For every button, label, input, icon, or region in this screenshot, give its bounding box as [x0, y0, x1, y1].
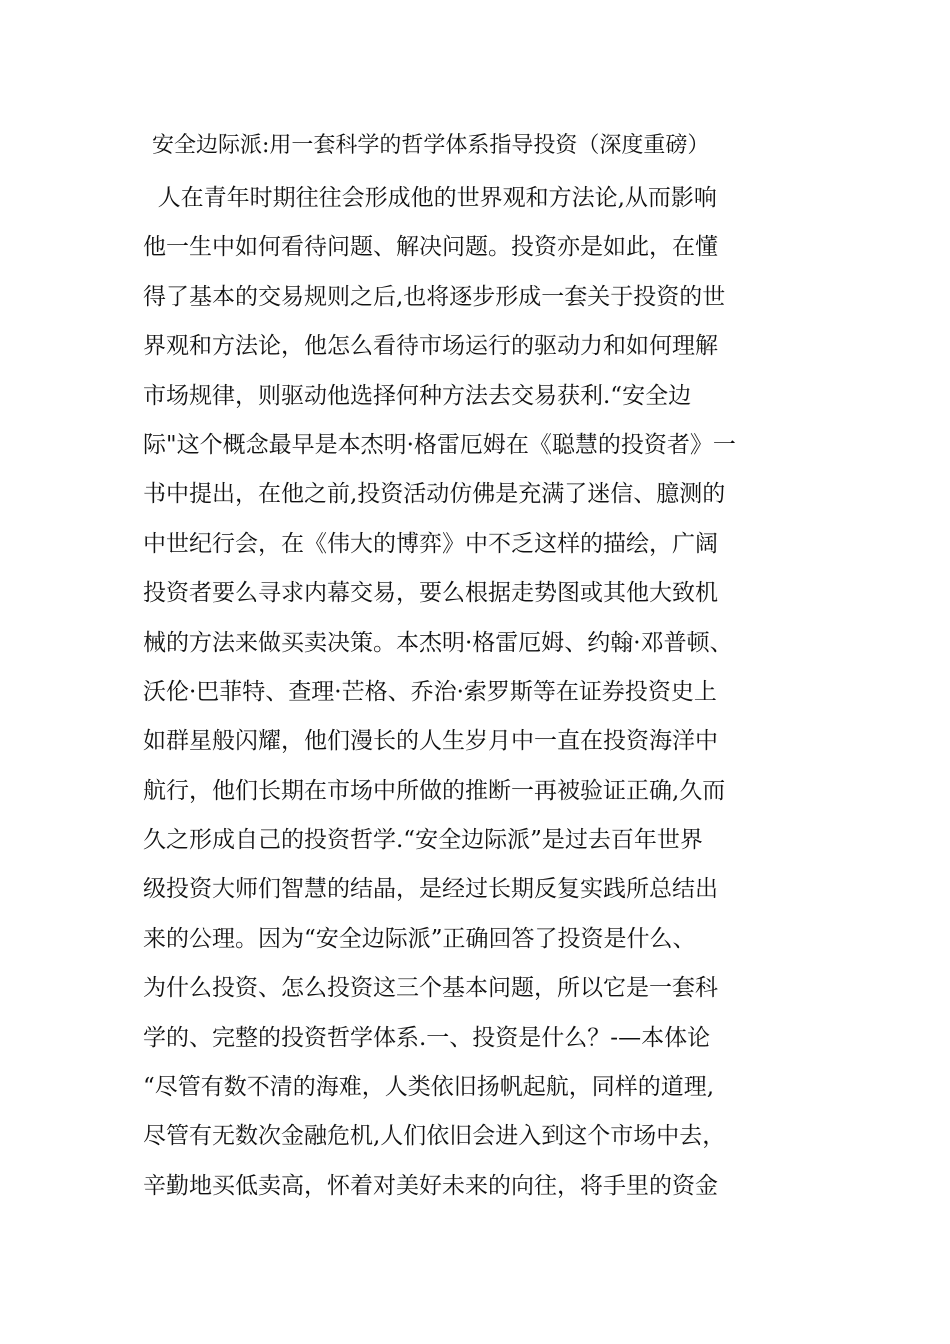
body-line-13: 航行，他们长期在市场中所做的推断一再被验证正确,久而	[143, 777, 726, 804]
body-line-20: 尽管有无数次金融危机,人们依旧会进入到这个市场中去，	[143, 1123, 726, 1150]
body-line-8: 中世纪行会，在《伟大的博弈》中不乏这样的描绘，广阔	[143, 530, 718, 557]
body-line-11: 沃伦·巴菲特、查理·芒格、乔治·索罗斯等在证券投资史上	[143, 678, 717, 705]
body-line-7: 书中提出，在他之前,投资活动仿佛是充满了迷信、臆测的	[143, 481, 726, 508]
body-line-1: 人在青年时期往往会形成他的世界观和方法论,从而影响	[143, 185, 717, 211]
body-line-12: 如群星般闪耀，他们漫长的人生岁月中一直在投资海洋中	[143, 728, 718, 755]
body-line-4: 界观和方法论，他怎么看待市场运行的驱动力和如何理解	[143, 333, 718, 360]
body-line-18: 学的、完整的投资哲学体系.一、投资是什么？-—本体论	[143, 1024, 711, 1051]
body-line-19: “尽管有数不清的海难，人类依旧扬帆起航，同样的道理,	[143, 1074, 715, 1101]
body-line-17: 为什么投资、怎么投资这三个基本问题，所以它是一套科	[143, 975, 718, 1002]
body-line-21: 辛勤地买低卖高，怀着对美好未来的向往，将手里的资金	[143, 1172, 718, 1199]
document-title: 安全边际派:用一套科学的哲学体系指导投资（深度重磅）	[152, 133, 710, 158]
body-line-9: 投资者要么寻求内幕交易，要么根据走势图或其他大致机	[143, 580, 718, 607]
body-line-2: 他一生中如何看待问题、解决问题。投资亦是如此，在懂	[143, 234, 718, 261]
document-body	[143, 183, 803, 1220]
body-line-10: 械的方法来做买卖决策。本杰明·格雷厄姆、约翰·邓普顿、	[143, 629, 733, 656]
body-line-15: 级投资大师们智慧的结晶，是经过长期反复实践所总结出	[143, 876, 718, 903]
body-line-16: 来的公理。因为“安全边际派”正确回答了投资是什么、	[143, 925, 696, 952]
body-line-14: 久之形成自己的投资哲学.“安全边际派”是过去百年世界	[143, 827, 703, 854]
body-line-5: 市场规律，则驱动他选择何种方法去交易获利.“安全边	[143, 382, 692, 409]
body-line-3: 得了基本的交易规则之后,也将逐步形成一套关于投资的世	[143, 283, 726, 310]
body-line-6: 际"这个概念最早是本杰明·格雷厄姆在《聪慧的投资者》一	[143, 431, 736, 458]
